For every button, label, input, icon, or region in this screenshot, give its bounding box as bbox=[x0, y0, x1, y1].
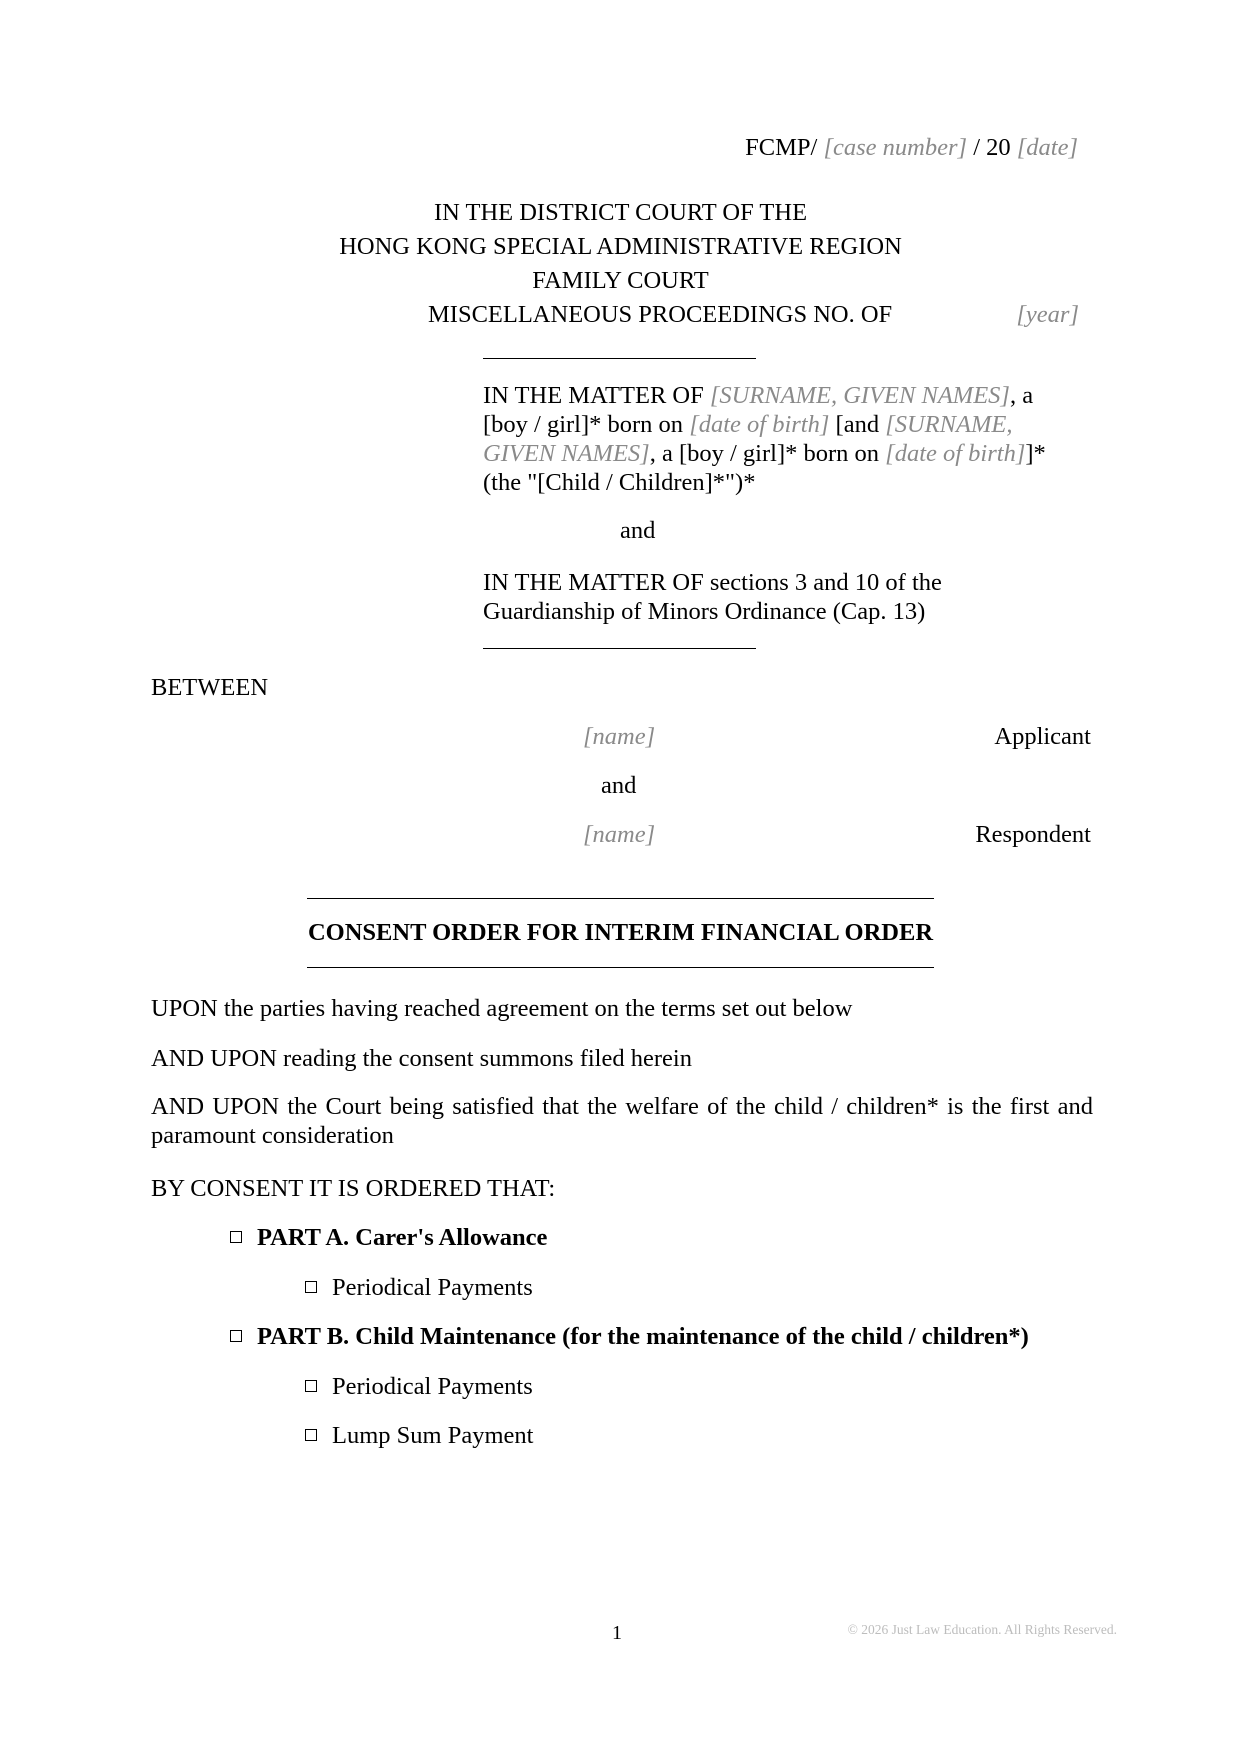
page-number: 1 bbox=[612, 1622, 622, 1644]
matter-child-text-4: , a [boy / girl]* born on bbox=[649, 440, 886, 467]
court-heading-line-2: HONG KONG SPECIAL ADMINISTRATIVE REGION bbox=[339, 233, 902, 260]
part-b-lump-sum-checkbox[interactable] bbox=[305, 1429, 317, 1441]
part-b-checkbox[interactable] bbox=[230, 1330, 242, 1342]
part-a-periodical-payments[interactable] bbox=[305, 1276, 533, 1301]
part-b[interactable] bbox=[230, 1325, 1029, 1350]
part-b-periodical-label: Periodical Payments bbox=[332, 1373, 533, 1400]
part-a-periodical-checkbox[interactable] bbox=[305, 1281, 317, 1293]
and-connector-1: and bbox=[620, 517, 656, 544]
part-a-periodical-label: Periodical Payments bbox=[332, 1274, 533, 1301]
matter-child bbox=[483, 381, 1058, 497]
respondent-name-placeholder: [name] bbox=[583, 821, 656, 848]
respondent-role: Respondent bbox=[975, 821, 1091, 848]
matter-child-text-1: IN THE MATTER OF bbox=[483, 382, 710, 409]
divider-1 bbox=[483, 358, 756, 359]
copyright-notice: © 2026 Just Law Education. All Rights Reserved. bbox=[847, 1622, 1117, 1637]
date-placeholder: [date] bbox=[1016, 134, 1078, 161]
matter-child-text-5: ]* (the "[Child / Children]*")* bbox=[483, 440, 1046, 496]
between-label: BETWEEN bbox=[151, 674, 269, 701]
part-a-label: PART A. Carer's Allowance bbox=[257, 1224, 548, 1251]
proceedings-line: MISCELLANEOUS PROCEEDINGS NO. OF bbox=[428, 301, 893, 328]
part-b-periodical-payments[interactable] bbox=[305, 1375, 533, 1400]
case-prefix: FCMP/ bbox=[745, 134, 818, 161]
child-name-placeholder-1: [SURNAME, GIVEN NAMES] bbox=[709, 382, 1010, 409]
case-separator: / 20 bbox=[967, 134, 1017, 161]
case-reference bbox=[745, 136, 1078, 161]
part-a[interactable] bbox=[230, 1226, 547, 1251]
child-name-placeholder-2: [SURNAME, GIVEN NAMES] bbox=[483, 411, 1013, 467]
recital-2: AND UPON reading the consent summons filed herein bbox=[151, 1045, 692, 1072]
part-b-periodical-checkbox[interactable] bbox=[305, 1380, 317, 1392]
court-heading-line-1: IN THE DISTRICT COURT OF THE bbox=[433, 199, 808, 226]
applicant-role: Applicant bbox=[994, 723, 1091, 750]
matter-child-text-3: [and bbox=[829, 411, 886, 438]
divider-2 bbox=[483, 648, 756, 649]
part-a-checkbox[interactable] bbox=[230, 1231, 242, 1243]
document-title: CONSENT ORDER FOR INTERIM FINANCIAL ORDER bbox=[307, 919, 934, 946]
dob-placeholder-1: [date of birth] bbox=[689, 411, 830, 438]
applicant-name-placeholder: [name] bbox=[583, 723, 656, 750]
part-b-lump-sum-payment[interactable] bbox=[305, 1424, 533, 1449]
court-heading-line-3: FAMILY COURT bbox=[532, 267, 709, 294]
ordered-heading: BY CONSENT IT IS ORDERED THAT: bbox=[151, 1175, 556, 1202]
matter-child-text-2: , a [boy / girl]* born on bbox=[483, 382, 1034, 438]
part-b-lump-sum-label: Lump Sum Payment bbox=[332, 1422, 534, 1449]
dob-placeholder-2: [date of birth] bbox=[885, 440, 1026, 467]
part-b-label: PART B. Child Maintenance (for the maintenance of the child / children*) bbox=[257, 1323, 1029, 1350]
title-rule-bottom bbox=[307, 967, 934, 968]
case-number-placeholder: [case number] bbox=[823, 134, 968, 161]
recital-1: UPON the parties having reached agreement on the terms set out below bbox=[151, 995, 853, 1022]
year-placeholder: [year] bbox=[1016, 301, 1079, 328]
parties-and: and bbox=[601, 772, 637, 799]
recital-3: AND UPON the Court being satisfied that the welfare of the child / children* is the first and paramount consideration bbox=[151, 1093, 1093, 1149]
matter-ordinance: IN THE MATTER OF sections 3 and 10 of the Guardianship of Minors Ordinance (Cap. 13) bbox=[483, 569, 942, 625]
title-rule-top bbox=[307, 898, 934, 899]
